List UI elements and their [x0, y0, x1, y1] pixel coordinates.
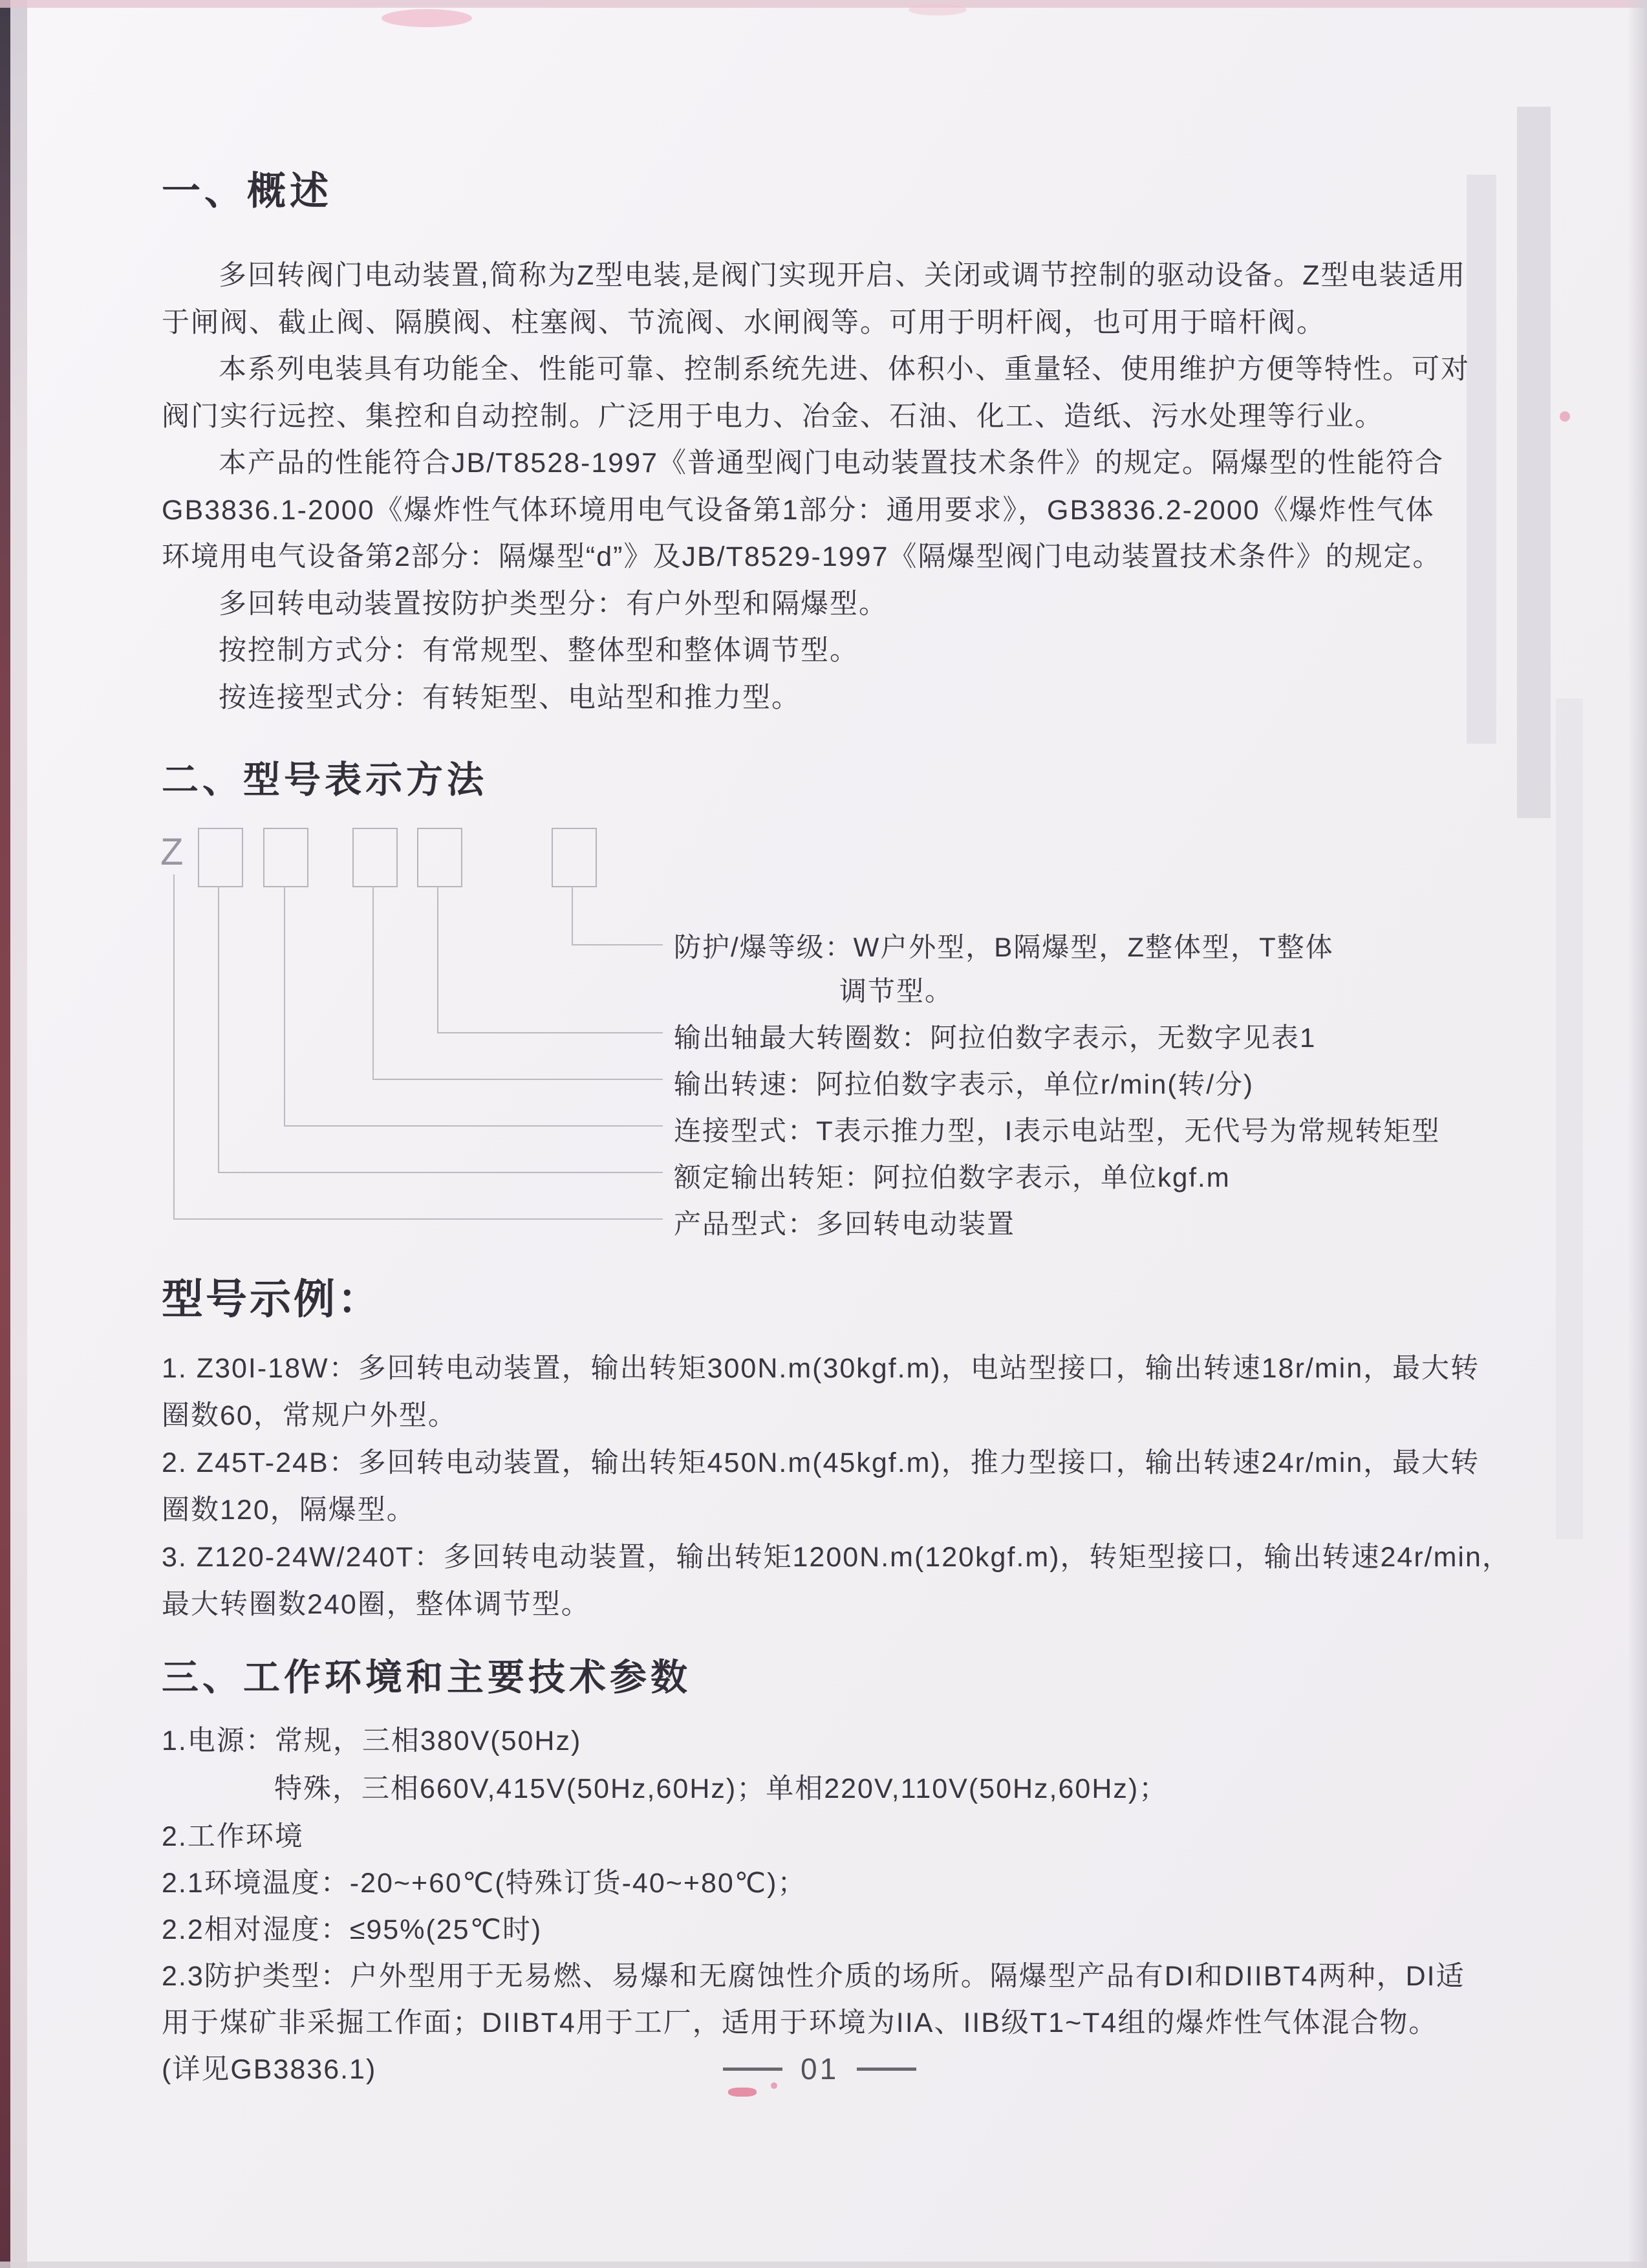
scan-left-shadow — [10, 0, 27, 2268]
paragraph-line: 按连接型式分：有转矩型、电站型和推力型。 — [219, 682, 801, 713]
parameter-line: 2.1环境温度：-20~+60℃(特殊订货-40~+80℃)； — [162, 1868, 807, 1899]
parameter-line: 1.电源：常规，三相380V(50Hz) — [162, 1725, 582, 1756]
page-footer — [723, 2051, 916, 2086]
model-code-box — [552, 828, 597, 887]
diagram-annotation: 调节型。 — [839, 976, 954, 1006]
model-prefix-letter: Z — [160, 831, 184, 873]
parameter-line: 2.工作环境 — [162, 1821, 304, 1852]
scan-dot — [1560, 411, 1570, 422]
paragraph-line: 按控制方式分：有常规型、整体型和整体调节型。 — [219, 635, 859, 666]
connector-line — [437, 886, 438, 1033]
scan-left-edge — [0, 0, 10, 2268]
page-number: 01 — [801, 2052, 839, 2086]
model-code-box — [417, 828, 462, 887]
scan-streak — [1517, 107, 1551, 818]
paragraph-line: 多回转阀门电动装置,简称为Z型电装,是阀门实现开启、关闭或调节控制的驱动设备。Z型电装适用 — [219, 260, 1467, 291]
parameter-line: (详见GB3836.1) — [162, 2054, 377, 2085]
footer-dash — [857, 2068, 916, 2071]
paragraph-line: 本产品的性能符合JB/T8528-1997《普通型阀门电动装置技术条件》的规定。隔爆型的性能符合 — [219, 448, 1445, 479]
paragraph-line: GB3836.1-2000《爆炸性气体环境用电气设备第1部分：通用要求》，GB3836.2-2000《爆炸性气体 — [162, 495, 1435, 526]
example-line: 2. Z45T-24B：多回转电动装置，输出转矩450N.m(45kgf.m)，推力型接口，输出转速24r/min，最大转 — [162, 1447, 1480, 1478]
parameter-line: 特殊，三相660V,415V(50Hz,60Hz)；单相220V,110V(50Hz,60Hz)； — [274, 1773, 1168, 1804]
model-code-box — [352, 828, 398, 887]
connector-line — [437, 1032, 663, 1033]
paragraph-line: 阀门实行远控、集控和自动控制。广泛用于电力、冶金、石油、化工、造纸、污水处理等行业。 — [162, 401, 1384, 432]
paragraph-line: 于闸阀、截止阀、隔膜阀、柱塞阀、节流阀、水闸阀等。可用于明杆阀，也可用于暗杆阀。 — [162, 307, 1326, 338]
scan-mark — [728, 2088, 757, 2097]
diagram-annotation: 防护/爆等级：W户外型，B隔爆型，Z整体型，T整体 — [674, 932, 1334, 962]
footer-dash — [723, 2068, 782, 2071]
section1-heading: 一、概述 — [162, 169, 332, 213]
model-code-box — [263, 828, 308, 887]
scan-smudge — [909, 4, 967, 16]
connector-line — [284, 886, 285, 1127]
diagram-annotation: 输出转速：阿拉伯数字表示，单位r/min(转/分) — [674, 1069, 1254, 1099]
model-code-box — [198, 828, 243, 887]
scan-right-edge — [1628, 0, 1647, 2268]
section2-heading: 二、型号表示方法 — [162, 759, 488, 801]
scan-streak — [1467, 175, 1496, 744]
section3-heading: 三、工作环境和主要技术参数 — [162, 1657, 691, 1698]
scan-top-edge — [0, 0, 1647, 8]
diagram-annotation: 额定输出转矩：阿拉伯数字表示，单位kgf.m — [674, 1162, 1231, 1193]
connector-line — [572, 944, 663, 945]
connector-line — [173, 1218, 663, 1220]
example-line: 圈数120，隔爆型。 — [162, 1495, 416, 1526]
examples-heading: 型号示例： — [162, 1276, 382, 1323]
connector-line — [372, 1079, 663, 1080]
connector-line — [173, 874, 175, 1220]
diagram-annotation: 输出轴最大转圈数：阿拉伯数字表示，无数字见表1 — [674, 1022, 1317, 1053]
example-line: 最大转圈数240圈，整体调节型。 — [162, 1589, 590, 1620]
parameter-line: 2.2相对湿度：≤95%(25℃时) — [162, 1914, 543, 1945]
scan-bottom-edge — [0, 2262, 1647, 2268]
parameter-line: 2.3防护类型：户外型用于无易燃、易爆和无腐蚀性介质的场所。隔爆型产品有DI和DIIBT4两种，DI适 — [162, 1961, 1465, 1992]
connector-line — [572, 886, 573, 945]
example-line: 圈数60，常规户外型。 — [162, 1400, 457, 1431]
paragraph-line: 环境用电气设备第2部分：隔爆型“d”》及JB/T8529-1997《隔爆型阀门电动装置技术条件》的规定。 — [162, 541, 1442, 572]
connector-line — [284, 1125, 663, 1127]
example-line: 3. Z120-24W/240T：多回转电动装置，输出转矩1200N.m(120kgf.m)，转矩型接口，输出转速24r/min， — [162, 1542, 1511, 1573]
connector-line — [372, 886, 374, 1080]
paragraph-line: 多回转电动装置按防护类型分：有户外型和隔爆型。 — [219, 589, 888, 620]
diagram-annotation: 产品型式：多回转电动装置 — [674, 1209, 1016, 1239]
example-line: 1. Z30I-18W：多回转电动装置，输出转矩300N.m(30kgf.m)，电站型接口，输出转速18r/min，最大转 — [162, 1353, 1480, 1384]
diagram-annotation: 连接型式：T表示推力型，I表示电站型，无代号为常规转矩型 — [674, 1116, 1441, 1146]
connector-line — [218, 1172, 663, 1173]
scan-smudge — [382, 9, 472, 27]
scan-streak — [1556, 698, 1583, 1539]
paragraph-line: 本系列电装具有功能全、性能可靠、控制系统先进、体积小、重量轻、使用维护方便等特性。可对 — [219, 354, 1470, 385]
parameter-line: 用于煤矿非采掘工作面；DIIBT4用于工厂，适用于环境为IIA、IIB级T1~T4组的爆炸性气体混合物。 — [162, 2007, 1438, 2038]
connector-line — [218, 886, 219, 1173]
